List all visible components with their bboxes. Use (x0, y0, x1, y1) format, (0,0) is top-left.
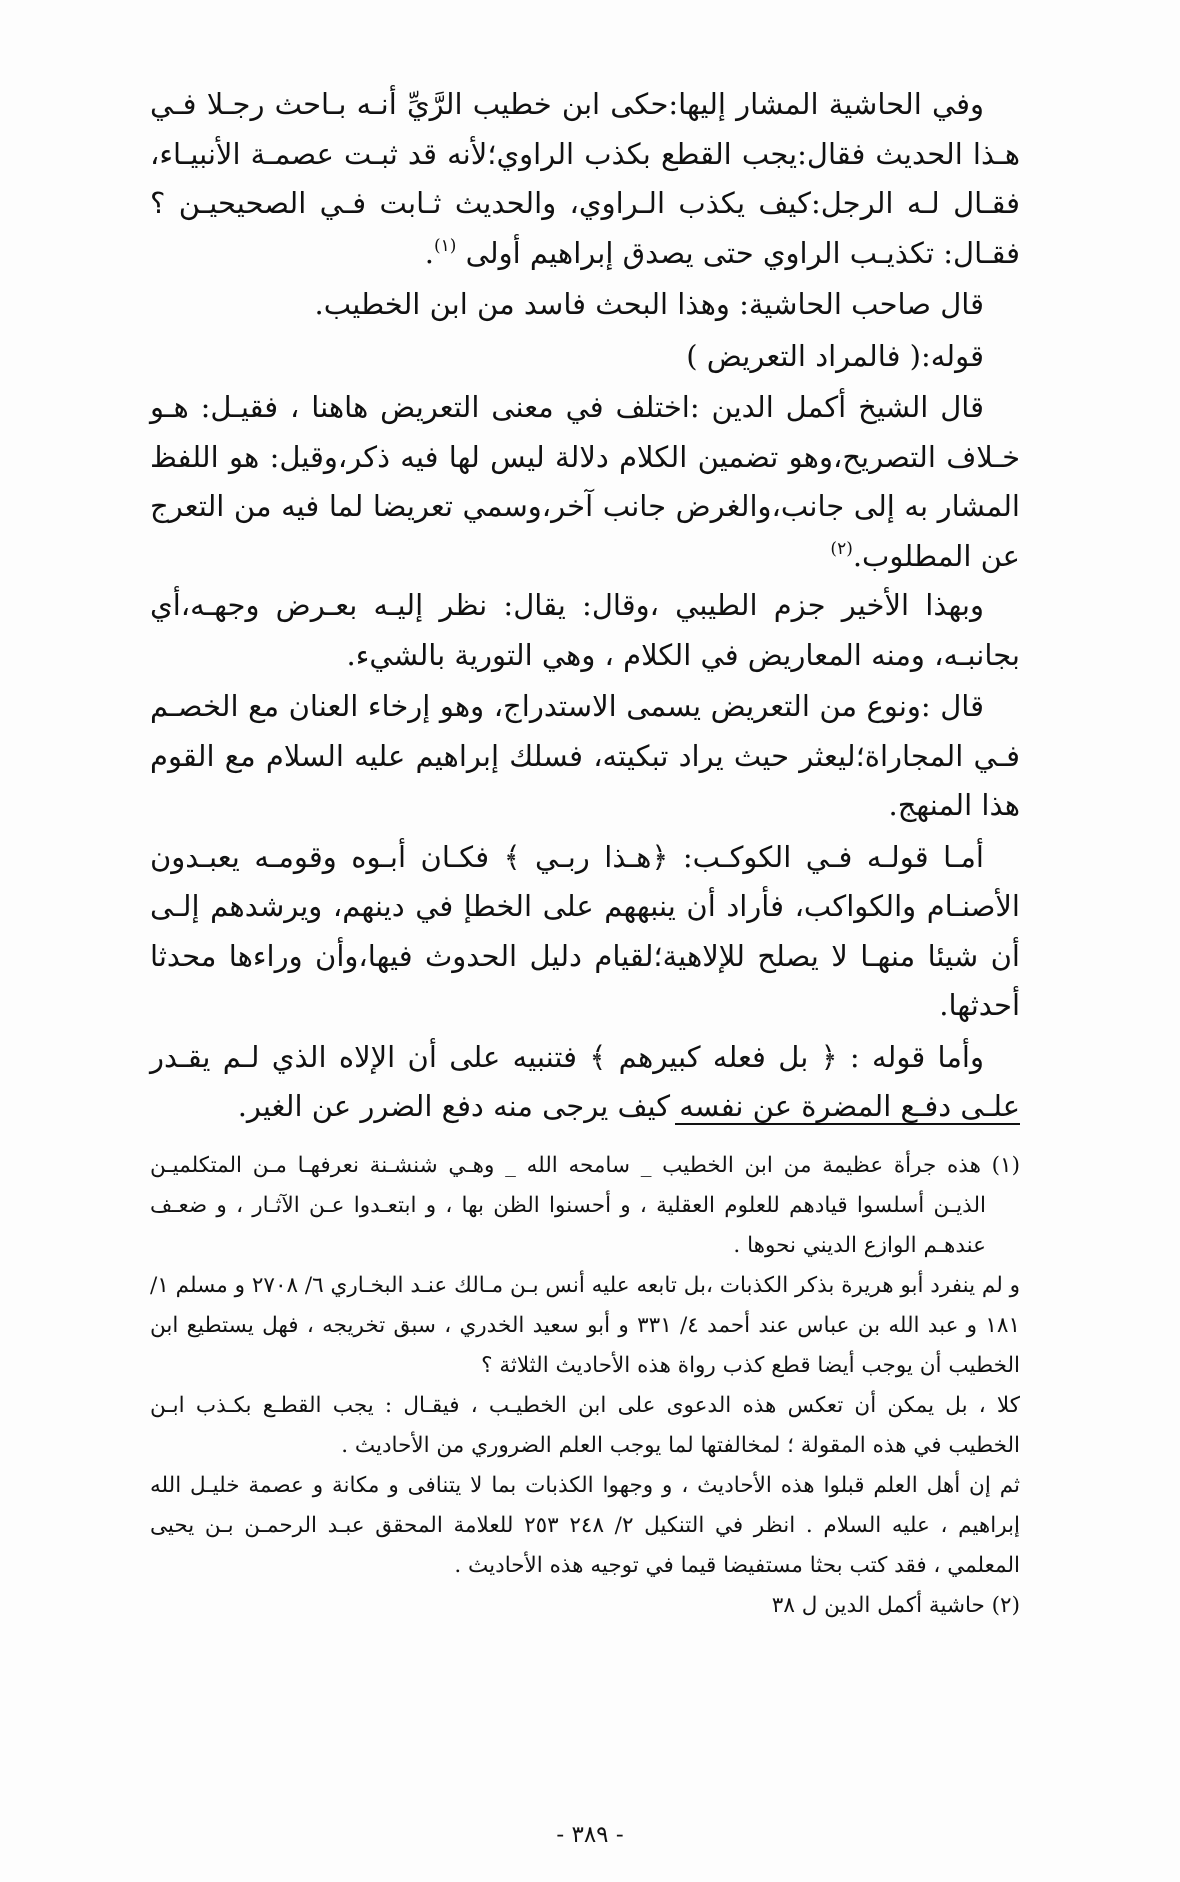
paragraph-text: وفي الحاشية المشار إليها:حكى ابن خطيب الرَّيِّ أنـه بـاحث رجـلا فـي هـذا الحديث فقال:يجب القطع بكذب الراوي؛لأنه قد ثبـت عصمـة الأنبيـاء، فقـال لـه الرجل:كيف يكذب الـراوي، والحديث ثـابت فـي الصحيحيـن ؟ فقـال: تكذيـب الراوي حتى يصدق إبراهيم أولى (150, 87, 1021, 270)
footnote-number: (١) (991, 1153, 1020, 1178)
page-number: - ٣٨٩ - (556, 1822, 624, 1848)
footnote-1-cont: كلا ، بل يمكن أن تعكس هذه الدعوى على ابن الخطيـب ، فيقـال : يجب القطـع بكـذب ابـن الخطيب في هذه المقولة ؛ لمخالفتها لما يوجب العلم الضروري من الأحاديث . (150, 1393, 1020, 1458)
footnote-text: هذه جرأة عظيمة من ابن الخطيب _ سامحه الله _ وهـي شنشـنة نعرفهـا مـن المتكلميـن الذيـن أسلسوا قيادهم للعلوم العقلية ، و أحسنوا الظن بها ، و ابتعـدوا عـن الآثـار ، و ضعـف عندهـم الوازع الديني نحوها . (150, 1153, 986, 1258)
footnote-separator (675, 1123, 1020, 1125)
main-text (150, 80, 1020, 1132)
footnote-1-cont: ثم إن أهل العلم قبلوا هذه الأحاديث ، و وجهوا الكذبات بما لا يتنافى و مكانة و عصمة خليـل الله إبراهيم ، عليه السلام . انظر في التنكيل ٢/ ٢٤٨ ٢٥٣ للعلامة المحقق عبـد الرحمـن بـن يحيى المعلمي ، فقد كتب بحثا مستفيضا قيما في توجيه هذه الأحاديث . (150, 1473, 1021, 1578)
footnote-ref: (١) (433, 235, 457, 256)
paragraph: وفي الحاشية المشار إليها:حكى ابن خطيب الرَّيِّ أنـه بـاحث رجـلا فـي هـذا الحديث فقال:يجب القطع بكذب الراوي؛لأنه قد ثبـت عصمـة الأنبيـاء، فقـال لـه الرجل:كيف يكذب الـراوي، والحديث ثـابت فـي الصحيحيـن ؟ فقـال: تكذيـب الراوي حتى يصدق إبراهيم أولى $^{(١)}$. (150, 87, 1021, 270)
footnote-text: حاشية أكمل الدين ل ٣٨ (771, 1593, 985, 1618)
footnote-1-cont: و لم ينفرد أبو هريرة بذكر الكذبات ،بل تابعه عليه أنس بـن مـالك عنـد البخـاري ٦/ ٢٧٠٨ و مسلم ١/ ١٨١ و عبد الله بن عباس عند أحمد ٤/ ٣٣١ و أبو سعيد الخدري ، سبق تخريجه ، فهل يستطيع ابن الخطيب أن يوجب أيضا قطع كذب رواة هذه الأحاديث الثلاثة ؟ (150, 1273, 1021, 1378)
footnotes (150, 1146, 1020, 1626)
quoted-heading: قوله:( فالمراد التعريض ) (686, 338, 984, 373)
footnote-number: (٢) (991, 1593, 1020, 1618)
footnote-2 (150, 1586, 1020, 1626)
paragraph: وأما قوله : ﴿ بل فعله كبيرهم ﴾ فتنبيه على أن الإلاه الذي لـم يقـدر علـى دفـع المضرة عن نفسه كيف يرجى منه دفع الضرر عن الغير. (150, 1039, 1020, 1123)
paragraph: قال :ونوع من التعريض يسمى الاستدراج، وهو إرخاء العنان مع الخصـم فـي المجاراة؛ليعثر حيث يراد تبكيته، فسلك إبراهيم عليه السلام مع القوم هذا المنهج. (150, 689, 1020, 822)
paragraph (150, 383, 1020, 581)
paragraph: وبهذا الأخير جزم الطيبي ،وقال: يقال: نظر إليـه بعـرض وجهـه،أي بجانبـه، ومنه المعاريض في الكلام ، وهي التورية بالشيء. (150, 588, 1020, 672)
paragraph: قال صاحب الحاشية: وهذا البحث فاسد من ابن الخطيب. (314, 287, 984, 321)
paragraph-text: قال الشيخ أكمل الدين :اختلف في معنى التعريض هاهنا ، فقيـل: هـو خـلاف التصريح،وهو تضمين الكلام دلالة ليس لها فيه ذكر،وقيل: هو اللفظ المشار به إلى جانب،والغرض جانب آخر،وسمي تعريضا لما فيه من التعرج عن المطلوب. (150, 390, 1020, 573)
footnote-1 (150, 1146, 1020, 1266)
footnote-ref: (٢) (830, 538, 853, 559)
paragraph: أمـا قولـه فـي الكوكـب: ﴿هـذا ربـي ﴾ فكـان أبـوه وقومـه يعبـدون الأصنـام والكواكب، فأراد أن ينبههم على الخطإ في دينهم، ويرشدهم إلـى أن شيئا منهـا لا يصلح للإلاهية؛لقيام دليل الحدوث فيها،وأن وراءها محدثا أحدثها. (150, 839, 1020, 1022)
